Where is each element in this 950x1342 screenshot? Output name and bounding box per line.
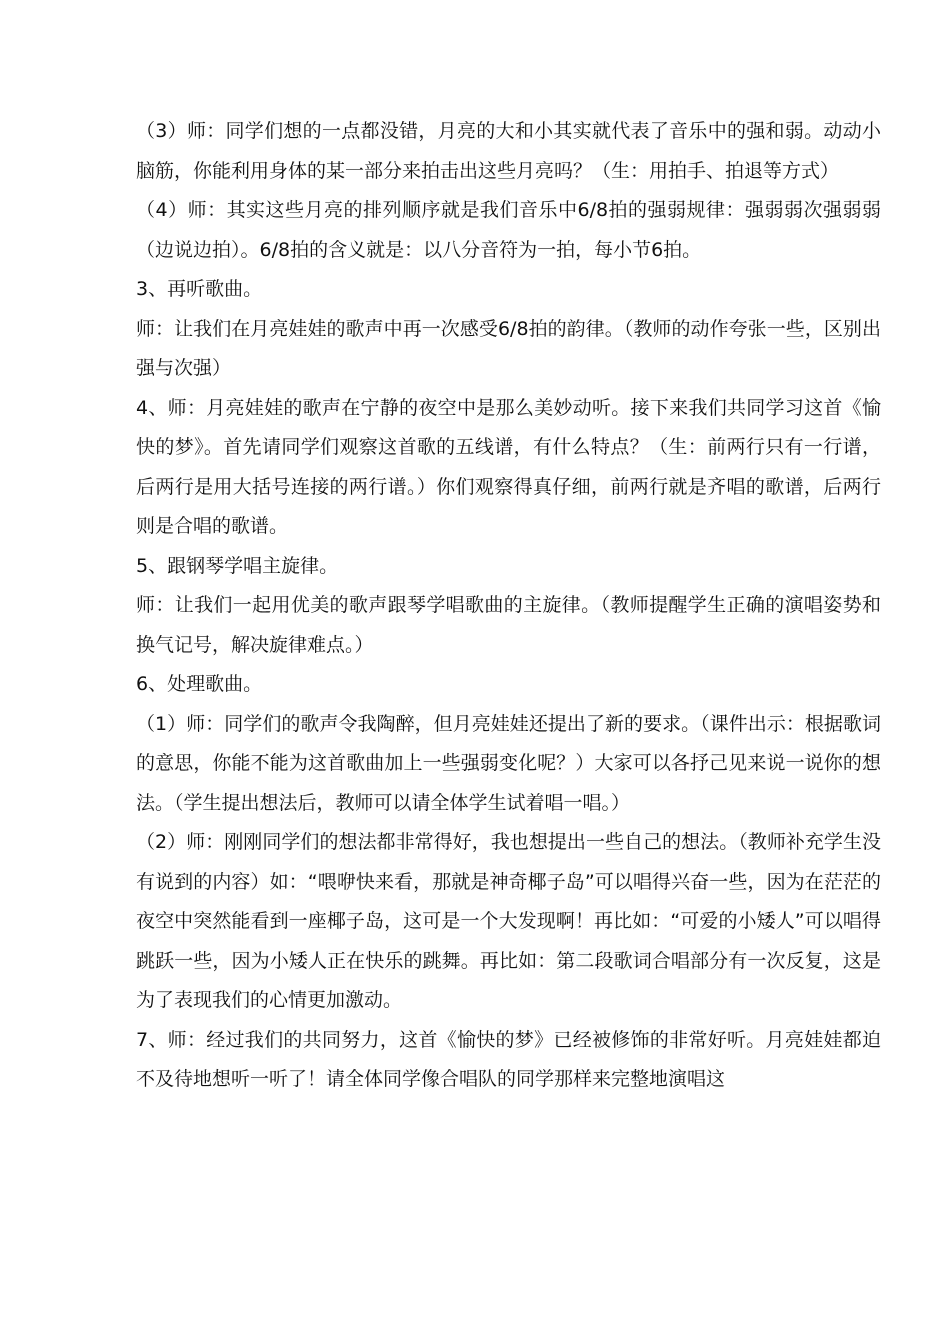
step-7-paragraph: 7、师：经过我们的共同努力，这首《愉快的梦》已经被修饰的非常好听。月亮娃娃都迫不及待地想听一听了！请全体同学像合唱队的同学那样来完整地演唱这 <box>136 1028 881 1090</box>
paragraph-teacher-3: （3）师：同学们想的一点都没错，月亮的大和小其实就代表了音乐中的强和弱。动动小脑筋，你能利用身体的某一部分来拍击出这些月亮吗？（生：用拍手、拍退等方式） <box>136 120 881 182</box>
paragraph-listen-again: 师：让我们在月亮娃娃的歌声中再一次感受6/8拍的韵律。（教师的动作夸张一些，区别出强与次强） <box>136 317 881 379</box>
paragraph-learn-melody: 师：让我们一起用优美的歌声跟琴学唱歌曲的主旋律。（教师提醒学生正确的演唱姿势和换气记号，解决旋律难点。） <box>136 594 881 656</box>
paragraph-dynamics-1: （1）师：同学们的歌声令我陶醉，但月亮娃娃还提出了新的要求。（课件出示：根据歌词的意思，你能不能为这首歌曲加上一些强弱变化呢？）大家可以各抒己见来说一说你的想法。（学生提出想法后，教师可以请全体学生试着唱一唱。） <box>136 712 881 814</box>
step-5-heading: 5、跟钢琴学唱主旋律。 <box>136 554 339 577</box>
paragraph-dynamics-2: （2）师：刚刚同学们的想法都非常得好，我也想提出一些自己的想法。（教师补充学生没有说到的内容）如：“喂咿快来看，那就是神奇椰子岛”可以唱得兴奋一些，因为在茫茫的夜空中突然能看到一座椰子岛，这可是一个大发现啊！再比如：“可爱的小矮人”可以唱得跳跃一些，因为小矮人正在快乐的跳舞。再比如：第二段歌词合唱部分有一次反复，这是为了表现我们的心情更加激动。 <box>136 831 881 1011</box>
step-4-paragraph: 4、师：月亮娃娃的歌声在宁静的夜空中是那么美妙动听。接下来我们共同学习这首《愉快的梦》。首先请同学们观察这首歌的五线谱，有什么特点？（生：前两行只有一行谱，后两行是用大括号连接的两行谱。）你们观察得真仔细，前两行就是齐唱的歌谱，后两行则是合唱的歌谱。 <box>136 396 881 537</box>
step-3-heading: 3、再听歌曲。 <box>136 278 263 300</box>
document-body <box>136 112 881 1100</box>
paragraph-teacher-4: （4）师：其实这些月亮的排列顺序就是我们音乐中6/8拍的强弱规律：强弱弱次强弱弱（边说边拍）。6/8拍的含义就是：以八分音符为一拍，每小节6拍。 <box>136 199 881 261</box>
step-6-heading: 6、处理歌曲。 <box>136 673 263 695</box>
